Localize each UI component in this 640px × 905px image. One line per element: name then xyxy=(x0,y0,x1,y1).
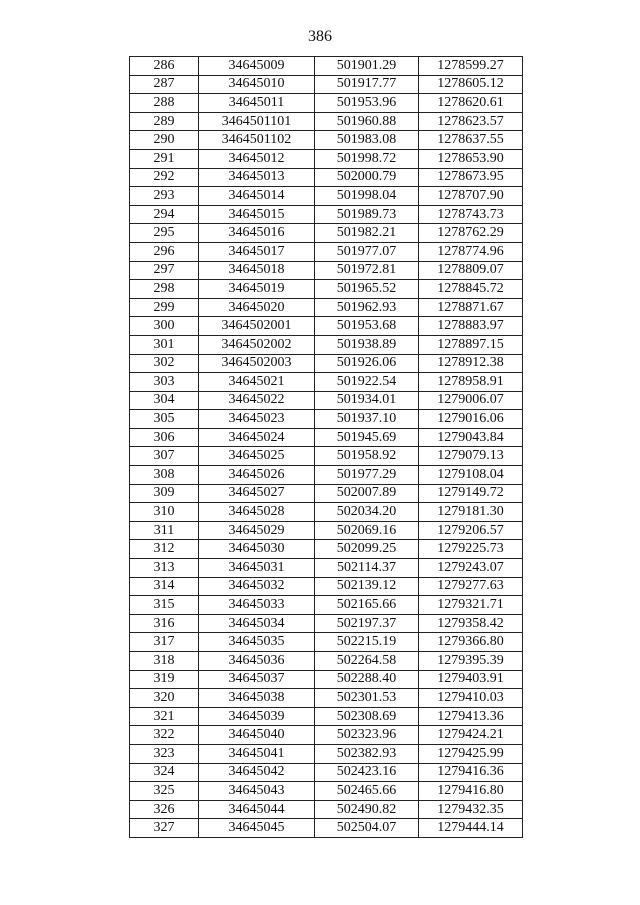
y-coordinate-cell: 1279321.71 xyxy=(419,596,523,615)
x-coordinate-cell: 501953.68 xyxy=(315,317,419,336)
point-id-cell: 34645014 xyxy=(199,187,315,206)
x-coordinate-cell: 501962.93 xyxy=(315,298,419,317)
row-number-cell: 324 xyxy=(130,763,199,782)
y-coordinate-cell: 1279149.72 xyxy=(419,484,523,503)
row-number-cell: 327 xyxy=(130,819,199,838)
table-row xyxy=(130,744,523,763)
x-coordinate-cell: 502215.19 xyxy=(315,633,419,652)
x-coordinate-cell: 501965.52 xyxy=(315,280,419,299)
table-row xyxy=(130,596,523,615)
table-row xyxy=(130,410,523,429)
row-number-cell: 300 xyxy=(130,317,199,336)
y-coordinate-cell: 1279432.35 xyxy=(419,800,523,819)
table-row xyxy=(130,819,523,838)
x-coordinate-cell: 502034.20 xyxy=(315,503,419,522)
x-coordinate-cell: 502165.66 xyxy=(315,596,419,615)
x-coordinate-cell: 502114.37 xyxy=(315,559,419,578)
row-number-cell: 296 xyxy=(130,242,199,261)
row-number-cell: 297 xyxy=(130,261,199,280)
table-row xyxy=(130,261,523,280)
row-number-cell: 315 xyxy=(130,596,199,615)
y-coordinate-cell: 1279225.73 xyxy=(419,540,523,559)
point-id-cell: 34645028 xyxy=(199,503,315,522)
x-coordinate-cell: 501901.29 xyxy=(315,57,419,76)
row-number-cell: 287 xyxy=(130,75,199,94)
table-row xyxy=(130,782,523,801)
point-id-cell: 34645009 xyxy=(199,57,315,76)
y-coordinate-cell: 1279444.14 xyxy=(419,819,523,838)
x-coordinate-cell: 502504.07 xyxy=(315,819,419,838)
row-number-cell: 323 xyxy=(130,744,199,763)
row-number-cell: 309 xyxy=(130,484,199,503)
x-coordinate-cell: 501958.92 xyxy=(315,447,419,466)
y-coordinate-cell: 1278883.97 xyxy=(419,317,523,336)
table-row xyxy=(130,354,523,373)
row-number-cell: 290 xyxy=(130,131,199,150)
point-id-cell: 34645038 xyxy=(199,689,315,708)
y-coordinate-cell: 1279410.03 xyxy=(419,689,523,708)
row-number-cell: 313 xyxy=(130,559,199,578)
point-id-cell: 34645029 xyxy=(199,521,315,540)
table-row xyxy=(130,428,523,447)
table-row xyxy=(130,149,523,168)
point-id-cell: 3464502002 xyxy=(199,335,315,354)
table-row xyxy=(130,298,523,317)
point-id-cell: 34645033 xyxy=(199,596,315,615)
point-id-cell: 34645021 xyxy=(199,373,315,392)
y-coordinate-cell: 1279206.57 xyxy=(419,521,523,540)
table-row xyxy=(130,521,523,540)
row-number-cell: 299 xyxy=(130,298,199,317)
row-number-cell: 322 xyxy=(130,726,199,745)
y-coordinate-cell: 1278845.72 xyxy=(419,280,523,299)
point-id-cell: 34645040 xyxy=(199,726,315,745)
row-number-cell: 298 xyxy=(130,280,199,299)
table-row xyxy=(130,224,523,243)
point-id-cell: 34645030 xyxy=(199,540,315,559)
x-coordinate-cell: 502069.16 xyxy=(315,521,419,540)
table-row xyxy=(130,335,523,354)
table-row xyxy=(130,75,523,94)
table-row xyxy=(130,242,523,261)
table-row xyxy=(130,614,523,633)
point-id-cell: 34645027 xyxy=(199,484,315,503)
row-number-cell: 307 xyxy=(130,447,199,466)
y-coordinate-cell: 1278774.96 xyxy=(419,242,523,261)
point-id-cell: 34645042 xyxy=(199,763,315,782)
row-number-cell: 293 xyxy=(130,187,199,206)
point-id-cell: 34645041 xyxy=(199,744,315,763)
row-number-cell: 312 xyxy=(130,540,199,559)
row-number-cell: 303 xyxy=(130,373,199,392)
row-number-cell: 325 xyxy=(130,782,199,801)
point-id-cell: 3464501101 xyxy=(199,112,315,131)
x-coordinate-cell: 502139.12 xyxy=(315,577,419,596)
row-number-cell: 317 xyxy=(130,633,199,652)
x-coordinate-cell: 502099.25 xyxy=(315,540,419,559)
y-coordinate-cell: 1278605.12 xyxy=(419,75,523,94)
x-coordinate-cell: 501998.04 xyxy=(315,187,419,206)
point-id-cell: 3464502003 xyxy=(199,354,315,373)
x-coordinate-cell: 501926.06 xyxy=(315,354,419,373)
table-row xyxy=(130,800,523,819)
row-number-cell: 321 xyxy=(130,707,199,726)
x-coordinate-cell: 501937.10 xyxy=(315,410,419,429)
point-id-cell: 34645016 xyxy=(199,224,315,243)
x-coordinate-cell: 501983.08 xyxy=(315,131,419,150)
point-id-cell: 34645018 xyxy=(199,261,315,280)
y-coordinate-cell: 1278620.61 xyxy=(419,94,523,113)
point-id-cell: 34645036 xyxy=(199,652,315,671)
row-number-cell: 306 xyxy=(130,428,199,447)
point-id-cell: 34645032 xyxy=(199,577,315,596)
table-row xyxy=(130,559,523,578)
table-row xyxy=(130,633,523,652)
x-coordinate-cell: 501934.01 xyxy=(315,391,419,410)
point-id-cell: 34645043 xyxy=(199,782,315,801)
y-coordinate-cell: 1279366.80 xyxy=(419,633,523,652)
point-id-cell: 34645035 xyxy=(199,633,315,652)
y-coordinate-cell: 1279416.36 xyxy=(419,763,523,782)
point-id-cell: 34645037 xyxy=(199,670,315,689)
row-number-cell: 292 xyxy=(130,168,199,187)
row-number-cell: 305 xyxy=(130,410,199,429)
y-coordinate-cell: 1278897.15 xyxy=(419,335,523,354)
x-coordinate-cell: 502323.96 xyxy=(315,726,419,745)
x-coordinate-cell: 501953.96 xyxy=(315,94,419,113)
point-id-cell: 34645025 xyxy=(199,447,315,466)
x-coordinate-cell: 502382.93 xyxy=(315,744,419,763)
page-number: 386 xyxy=(308,28,332,45)
y-coordinate-cell: 1278637.55 xyxy=(419,131,523,150)
row-number-cell: 295 xyxy=(130,224,199,243)
y-coordinate-cell: 1278958.91 xyxy=(419,373,523,392)
row-number-cell: 319 xyxy=(130,670,199,689)
point-id-cell: 34645024 xyxy=(199,428,315,447)
y-coordinate-cell: 1279016.06 xyxy=(419,410,523,429)
point-id-cell: 34645045 xyxy=(199,819,315,838)
table-row xyxy=(130,577,523,596)
x-coordinate-cell: 501989.73 xyxy=(315,205,419,224)
y-coordinate-cell: 1278871.67 xyxy=(419,298,523,317)
point-id-cell: 34645034 xyxy=(199,614,315,633)
y-coordinate-cell: 1279403.91 xyxy=(419,670,523,689)
table-row xyxy=(130,540,523,559)
y-coordinate-cell: 1279358.42 xyxy=(419,614,523,633)
y-coordinate-cell: 1279277.63 xyxy=(419,577,523,596)
table-row xyxy=(130,670,523,689)
y-coordinate-cell: 1279424.21 xyxy=(419,726,523,745)
table-row xyxy=(130,317,523,336)
point-id-cell: 34645020 xyxy=(199,298,315,317)
point-id-cell: 34645013 xyxy=(199,168,315,187)
table-row xyxy=(130,94,523,113)
row-number-cell: 311 xyxy=(130,521,199,540)
point-id-cell: 34645044 xyxy=(199,800,315,819)
row-number-cell: 308 xyxy=(130,466,199,485)
table-row xyxy=(130,763,523,782)
point-id-cell: 34645015 xyxy=(199,205,315,224)
coordinates-table xyxy=(129,56,523,838)
x-coordinate-cell: 502465.66 xyxy=(315,782,419,801)
table-row xyxy=(130,205,523,224)
x-coordinate-cell: 502007.89 xyxy=(315,484,419,503)
table-row xyxy=(130,503,523,522)
y-coordinate-cell: 1278912.38 xyxy=(419,354,523,373)
point-id-cell: 34645011 xyxy=(199,94,315,113)
table-row xyxy=(130,187,523,206)
y-coordinate-cell: 1279108.04 xyxy=(419,466,523,485)
y-coordinate-cell: 1279395.39 xyxy=(419,652,523,671)
x-coordinate-cell: 501945.69 xyxy=(315,428,419,447)
point-id-cell: 34645022 xyxy=(199,391,315,410)
row-number-cell: 314 xyxy=(130,577,199,596)
row-number-cell: 320 xyxy=(130,689,199,708)
x-coordinate-cell: 501972.81 xyxy=(315,261,419,280)
x-coordinate-cell: 502264.58 xyxy=(315,652,419,671)
x-coordinate-cell: 502301.53 xyxy=(315,689,419,708)
table-row xyxy=(130,112,523,131)
x-coordinate-cell: 501938.89 xyxy=(315,335,419,354)
row-number-cell: 302 xyxy=(130,354,199,373)
point-id-cell: 34645023 xyxy=(199,410,315,429)
x-coordinate-cell: 501982.21 xyxy=(315,224,419,243)
y-coordinate-cell: 1278653.90 xyxy=(419,149,523,168)
point-id-cell: 34645031 xyxy=(199,559,315,578)
row-number-cell: 318 xyxy=(130,652,199,671)
point-id-cell: 3464501102 xyxy=(199,131,315,150)
row-number-cell: 301 xyxy=(130,335,199,354)
coordinates-table-body xyxy=(130,57,523,838)
x-coordinate-cell: 501917.77 xyxy=(315,75,419,94)
row-number-cell: 286 xyxy=(130,57,199,76)
point-id-cell: 34645010 xyxy=(199,75,315,94)
point-id-cell: 3464502001 xyxy=(199,317,315,336)
x-coordinate-cell: 501998.72 xyxy=(315,149,419,168)
x-coordinate-cell: 501922.54 xyxy=(315,373,419,392)
row-number-cell: 289 xyxy=(130,112,199,131)
x-coordinate-cell: 502490.82 xyxy=(315,800,419,819)
point-id-cell: 34645012 xyxy=(199,149,315,168)
point-id-cell: 34645026 xyxy=(199,466,315,485)
y-coordinate-cell: 1279043.84 xyxy=(419,428,523,447)
row-number-cell: 316 xyxy=(130,614,199,633)
x-coordinate-cell: 501977.29 xyxy=(315,466,419,485)
table-row xyxy=(130,280,523,299)
row-number-cell: 326 xyxy=(130,800,199,819)
point-id-cell: 34645039 xyxy=(199,707,315,726)
y-coordinate-cell: 1278673.95 xyxy=(419,168,523,187)
y-coordinate-cell: 1278599.27 xyxy=(419,57,523,76)
y-coordinate-cell: 1279416.80 xyxy=(419,782,523,801)
table-row xyxy=(130,57,523,76)
y-coordinate-cell: 1278707.90 xyxy=(419,187,523,206)
row-number-cell: 288 xyxy=(130,94,199,113)
row-number-cell: 291 xyxy=(130,149,199,168)
y-coordinate-cell: 1279079.13 xyxy=(419,447,523,466)
row-number-cell: 304 xyxy=(130,391,199,410)
y-coordinate-cell: 1279181.30 xyxy=(419,503,523,522)
x-coordinate-cell: 501960.88 xyxy=(315,112,419,131)
point-id-cell: 34645017 xyxy=(199,242,315,261)
y-coordinate-cell: 1279425.99 xyxy=(419,744,523,763)
y-coordinate-cell: 1279243.07 xyxy=(419,559,523,578)
x-coordinate-cell: 502308.69 xyxy=(315,707,419,726)
table-row xyxy=(130,689,523,708)
y-coordinate-cell: 1278743.73 xyxy=(419,205,523,224)
x-coordinate-cell: 502000.79 xyxy=(315,168,419,187)
y-coordinate-cell: 1278623.57 xyxy=(419,112,523,131)
table-row xyxy=(130,484,523,503)
y-coordinate-cell: 1278762.29 xyxy=(419,224,523,243)
y-coordinate-cell: 1279413.36 xyxy=(419,707,523,726)
table-row xyxy=(130,131,523,150)
x-coordinate-cell: 501977.07 xyxy=(315,242,419,261)
row-number-cell: 310 xyxy=(130,503,199,522)
x-coordinate-cell: 502197.37 xyxy=(315,614,419,633)
table-row xyxy=(130,373,523,392)
y-coordinate-cell: 1278809.07 xyxy=(419,261,523,280)
table-row xyxy=(130,466,523,485)
row-number-cell: 294 xyxy=(130,205,199,224)
x-coordinate-cell: 502288.40 xyxy=(315,670,419,689)
x-coordinate-cell: 502423.16 xyxy=(315,763,419,782)
table-row xyxy=(130,726,523,745)
point-id-cell: 34645019 xyxy=(199,280,315,299)
table-row xyxy=(130,391,523,410)
table-row xyxy=(130,652,523,671)
table-row xyxy=(130,168,523,187)
table-row xyxy=(130,707,523,726)
y-coordinate-cell: 1279006.07 xyxy=(419,391,523,410)
table-row xyxy=(130,447,523,466)
